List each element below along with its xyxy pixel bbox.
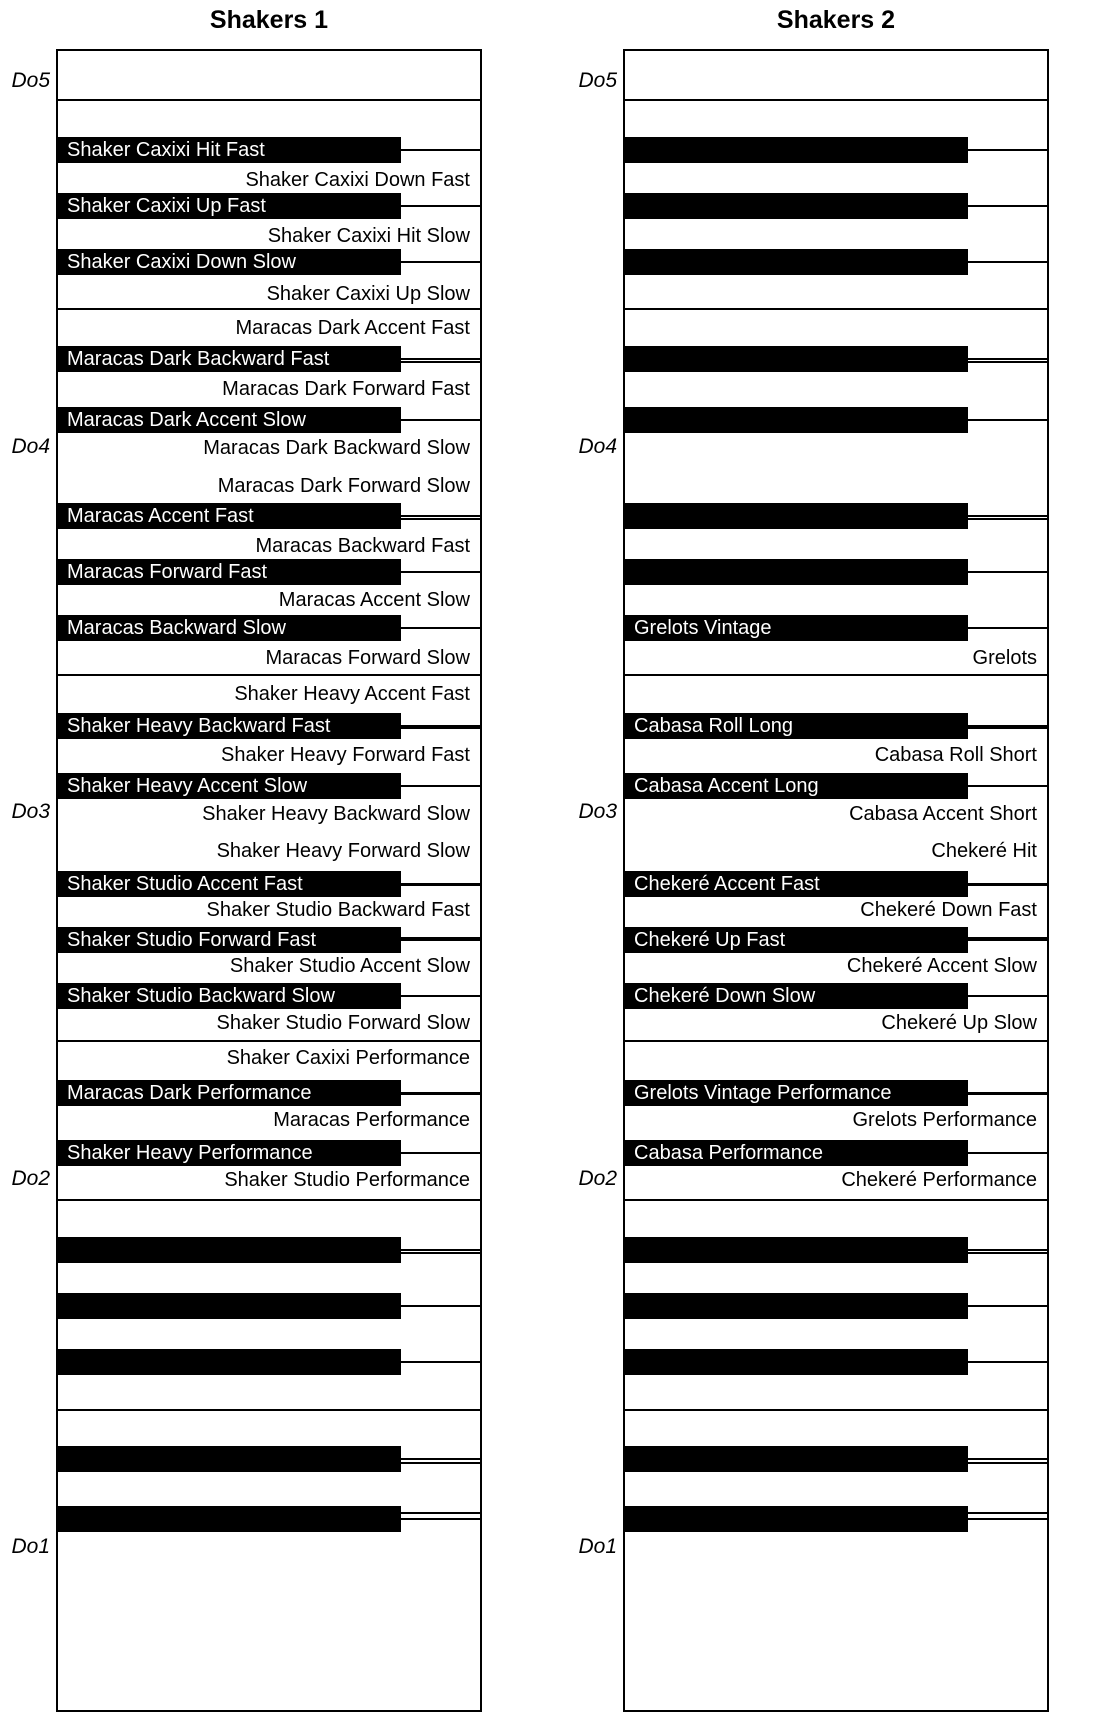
black-key-label: Shaker Studio Accent Fast [67, 873, 303, 895]
piano-keyboard [56, 49, 482, 1712]
black-key [58, 249, 401, 275]
white-key-label: Grelots Performance [852, 1109, 1037, 1131]
white-key-label: Maracas Accent Slow [278, 589, 470, 611]
black-key-label: Grelots Vintage Performance [634, 1082, 892, 1104]
black-key [625, 871, 968, 897]
black-key-label: Chekeré Accent Fast [634, 873, 820, 895]
black-key [625, 559, 968, 585]
piano-keyboard [623, 49, 1049, 1712]
black-key [625, 1446, 968, 1472]
black-key [58, 193, 401, 219]
black-key [58, 713, 401, 739]
octave-label: Do3 [578, 800, 617, 823]
white-key-divider [58, 1409, 480, 1411]
white-key-label: Chekeré Hit [931, 840, 1037, 862]
black-key [625, 407, 968, 433]
white-key-divider [58, 1199, 480, 1201]
black-key [625, 1140, 968, 1166]
black-key-label: Shaker Heavy Performance [67, 1142, 313, 1164]
black-key-label: Cabasa Roll Long [634, 715, 793, 737]
white-key-divider [58, 1040, 480, 1042]
black-key [58, 137, 401, 163]
black-key [58, 407, 401, 433]
white-key-label: Maracas Performance [273, 1109, 470, 1131]
black-key [625, 713, 968, 739]
white-key-divider [58, 674, 480, 676]
black-key [58, 927, 401, 953]
panel-title: Shakers 1 [209, 6, 329, 34]
black-key [625, 1293, 968, 1319]
white-key-label: Shaker Caxixi Down Fast [245, 169, 470, 191]
black-key-label: Shaker Caxixi Hit Fast [67, 139, 265, 161]
white-key-label: Chekeré Performance [841, 1169, 1037, 1191]
black-key [58, 346, 401, 372]
black-key [625, 1349, 968, 1375]
octave-label: Do5 [578, 69, 617, 92]
white-key-divider [625, 308, 1047, 310]
black-key [58, 559, 401, 585]
black-key [58, 1140, 401, 1166]
white-key-label: Shaker Studio Accent Slow [229, 955, 470, 977]
black-key [625, 193, 968, 219]
white-key-label: Shaker Caxixi Performance [226, 1047, 470, 1069]
black-key [625, 249, 968, 275]
black-key-label: Chekeré Down Slow [634, 985, 816, 1007]
black-key [58, 773, 401, 799]
white-key-label: Shaker Heavy Accent Fast [234, 683, 470, 705]
octave-label: Do4 [11, 435, 50, 458]
black-key [625, 1506, 968, 1532]
white-key-label: Maracas Forward Slow [265, 647, 470, 669]
black-key-label: Maracas Dark Performance [67, 1082, 312, 1104]
white-key-label: Shaker Heavy Forward Slow [216, 840, 470, 862]
octave-label: Do4 [578, 435, 617, 458]
octave-label: Do1 [578, 1535, 617, 1558]
octave-label: Do2 [578, 1167, 617, 1190]
white-key-label: Shaker Studio Performance [224, 1169, 470, 1191]
white-key-label: Maracas Dark Forward Slow [217, 475, 470, 497]
black-key-label: Shaker Studio Backward Slow [67, 985, 335, 1007]
white-key-label: Cabasa Accent Short [849, 803, 1037, 825]
black-key [625, 346, 968, 372]
black-key [625, 1237, 968, 1263]
white-key-label: Shaker Studio Backward Fast [206, 899, 470, 921]
black-key [625, 615, 968, 641]
white-key-label: Shaker Studio Forward Slow [216, 1012, 470, 1034]
white-key-label: Grelots [972, 647, 1037, 669]
white-key-label: Cabasa Roll Short [874, 744, 1037, 766]
black-key [58, 983, 401, 1009]
black-key [58, 1293, 401, 1319]
white-key-divider [625, 1199, 1047, 1201]
black-key-label: Maracas Accent Fast [67, 505, 254, 527]
black-key-label: Maracas Dark Accent Slow [67, 409, 306, 431]
black-key [58, 1506, 401, 1532]
white-key-label: Maracas Dark Backward Slow [203, 437, 470, 459]
black-key [625, 927, 968, 953]
octave-label: Do1 [11, 1535, 50, 1558]
black-key-label: Maracas Forward Fast [67, 561, 268, 583]
black-key [58, 1080, 401, 1106]
black-key [58, 1446, 401, 1472]
black-key [58, 871, 401, 897]
octave-label: Do5 [11, 69, 50, 92]
white-key-label: Maracas Dark Accent Fast [235, 317, 470, 339]
white-key-label: Shaker Heavy Backward Slow [202, 803, 470, 825]
octave-label: Do2 [11, 1167, 50, 1190]
black-key-label: Grelots Vintage [634, 617, 772, 639]
black-key-label: Shaker Heavy Backward Fast [67, 715, 331, 737]
black-key-label: Chekeré Up Fast [634, 929, 786, 951]
black-key [58, 1349, 401, 1375]
white-key-divider [58, 308, 480, 310]
black-key [625, 1080, 968, 1106]
white-key-label: Maracas Dark Forward Fast [222, 378, 470, 400]
panel-title: Shakers 2 [776, 6, 896, 34]
white-key-divider [58, 99, 480, 101]
white-key-label: Chekeré Up Slow [881, 1012, 1037, 1034]
black-key-label: Shaker Studio Forward Fast [67, 929, 316, 951]
white-key-label: Shaker Caxixi Hit Slow [267, 225, 470, 247]
white-key-divider [625, 1409, 1047, 1411]
black-key [58, 503, 401, 529]
black-key [58, 615, 401, 641]
octave-label: Do3 [11, 800, 50, 823]
white-key-divider [625, 674, 1047, 676]
black-key [625, 983, 968, 1009]
black-key-label: Maracas Backward Slow [67, 617, 286, 639]
black-key-label: Shaker Heavy Accent Slow [67, 775, 308, 797]
white-key-label: Chekeré Accent Slow [846, 955, 1037, 977]
white-key-divider [625, 1040, 1047, 1042]
black-key-label: Cabasa Accent Long [634, 775, 819, 797]
white-key-label: Chekeré Down Fast [860, 899, 1037, 921]
white-key-divider [625, 99, 1047, 101]
black-key-label: Shaker Caxixi Down Slow [67, 251, 296, 273]
black-key-label: Cabasa Performance [634, 1142, 823, 1164]
black-key [625, 137, 968, 163]
white-key-label: Shaker Caxixi Up Slow [266, 283, 470, 305]
white-key-label: Shaker Heavy Forward Fast [221, 744, 470, 766]
white-key-label: Maracas Backward Fast [255, 535, 470, 557]
black-key [625, 503, 968, 529]
black-key [625, 773, 968, 799]
black-key-label: Shaker Caxixi Up Fast [67, 195, 266, 217]
black-key-label: Maracas Dark Backward Fast [67, 348, 330, 370]
black-key [58, 1237, 401, 1263]
